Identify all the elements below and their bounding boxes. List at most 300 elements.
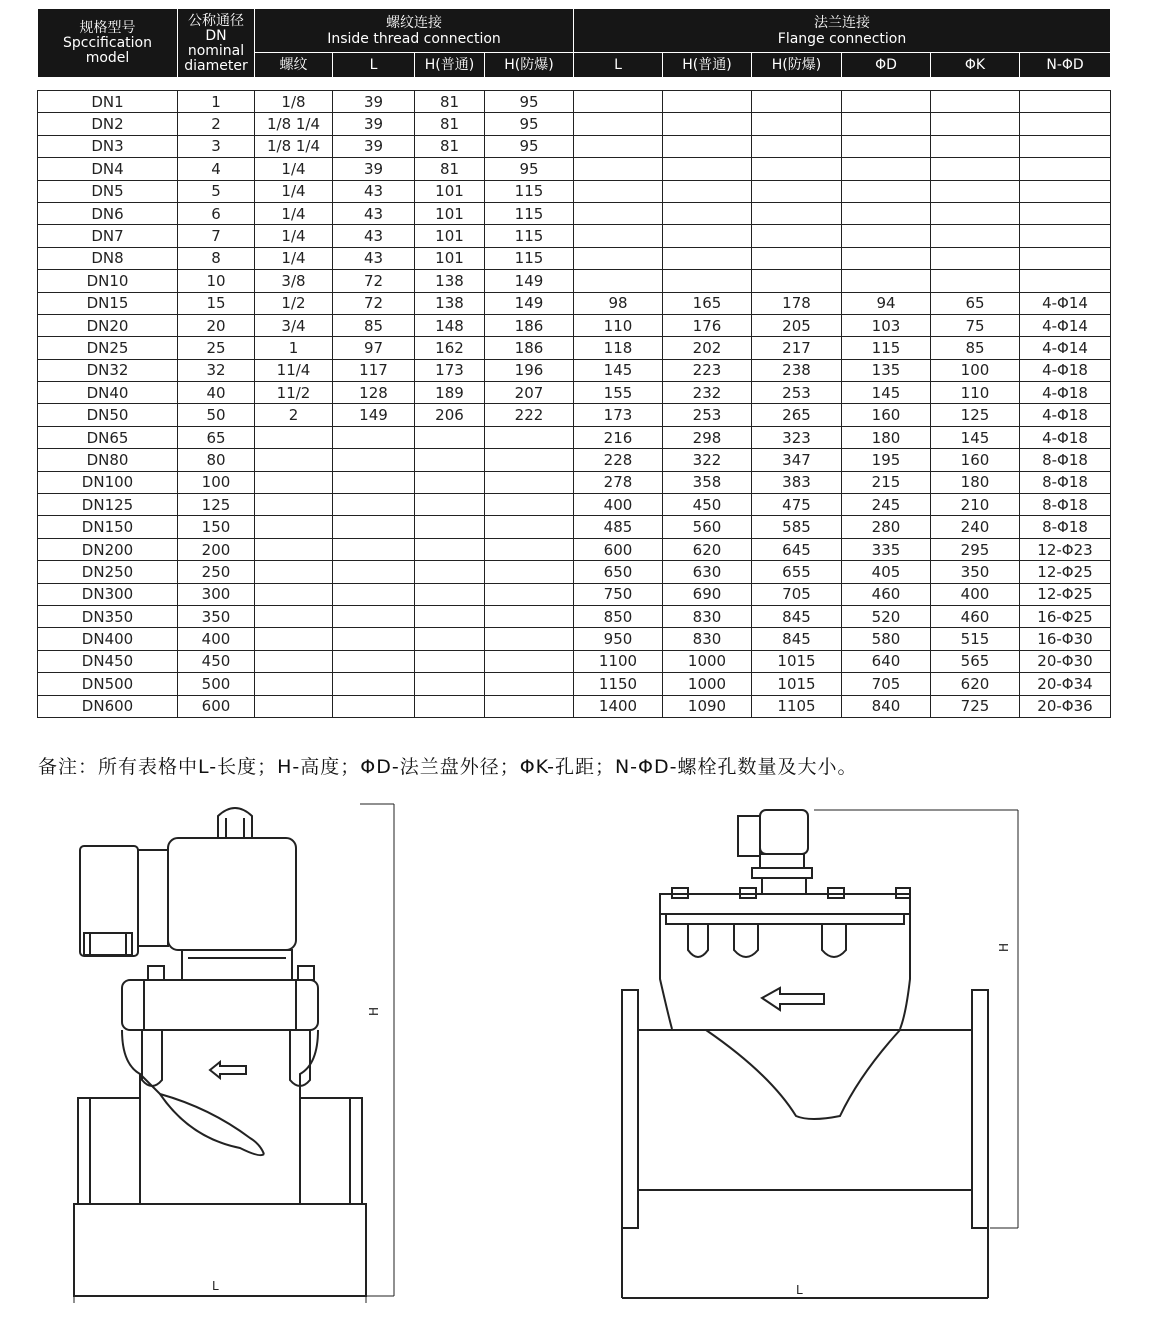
table-cell: 200 bbox=[178, 538, 255, 560]
table-cell bbox=[333, 650, 415, 672]
table-cell: 500 bbox=[178, 673, 255, 695]
subheader-flange-bolts: N-ΦD bbox=[1020, 53, 1111, 78]
table-cell: 145 bbox=[842, 382, 931, 404]
table-cell bbox=[931, 135, 1020, 157]
table-cell: 405 bbox=[842, 561, 931, 583]
table-cell: 103 bbox=[842, 314, 931, 336]
subheader-flange-h-explosion: H(防爆) bbox=[752, 53, 842, 78]
table-cell: 950 bbox=[574, 628, 663, 650]
table-cell bbox=[415, 673, 485, 695]
table-cell bbox=[1020, 202, 1111, 224]
table-cell: 1/4 bbox=[255, 180, 333, 202]
table-cell: 565 bbox=[931, 650, 1020, 672]
table-cell: 173 bbox=[574, 404, 663, 426]
table-cell: DN250 bbox=[38, 561, 178, 583]
table-cell: 8-Φ18 bbox=[1020, 494, 1111, 516]
header-dn-3: diameter bbox=[184, 57, 248, 74]
table-cell: 1 bbox=[255, 337, 333, 359]
table-cell bbox=[1020, 91, 1111, 113]
table-row bbox=[38, 180, 1111, 202]
table-cell: 600 bbox=[574, 538, 663, 560]
table-cell bbox=[931, 247, 1020, 269]
table-cell: 4 bbox=[178, 158, 255, 180]
table-cell: 280 bbox=[842, 516, 931, 538]
table-cell: 705 bbox=[752, 583, 842, 605]
table-cell: 202 bbox=[663, 337, 752, 359]
table-cell bbox=[255, 583, 333, 605]
header-spec-model bbox=[38, 9, 178, 78]
table-cell: 840 bbox=[842, 695, 931, 717]
table-cell: 12-Φ25 bbox=[1020, 583, 1111, 605]
table-row bbox=[38, 135, 1111, 157]
table-cell bbox=[574, 180, 663, 202]
table-cell bbox=[485, 449, 574, 471]
table-cell: 620 bbox=[931, 673, 1020, 695]
table-cell bbox=[415, 449, 485, 471]
table-cell bbox=[415, 516, 485, 538]
table-cell: 1400 bbox=[574, 695, 663, 717]
table-cell: 100 bbox=[178, 471, 255, 493]
table-cell: 81 bbox=[415, 135, 485, 157]
table-row bbox=[38, 538, 1111, 560]
table-cell: 189 bbox=[415, 382, 485, 404]
table-cell: DN6 bbox=[38, 202, 178, 224]
table-cell bbox=[333, 695, 415, 717]
table-cell: 97 bbox=[333, 337, 415, 359]
spec-table-body bbox=[38, 91, 1111, 718]
table-cell: 217 bbox=[752, 337, 842, 359]
table-row bbox=[38, 382, 1111, 404]
header-thread-cn: 螺纹连接 bbox=[386, 14, 442, 31]
table-cell bbox=[752, 247, 842, 269]
table-cell bbox=[663, 135, 752, 157]
table-cell: 16-Φ30 bbox=[1020, 628, 1111, 650]
table-cell bbox=[485, 426, 574, 448]
table-cell bbox=[255, 538, 333, 560]
table-cell bbox=[333, 605, 415, 627]
table-cell: 20-Φ36 bbox=[1020, 695, 1111, 717]
table-cell bbox=[663, 247, 752, 269]
table-cell bbox=[415, 538, 485, 560]
table-cell: DN20 bbox=[38, 314, 178, 336]
table-cell: 206 bbox=[415, 404, 485, 426]
header-thread-connection bbox=[255, 9, 574, 53]
table-cell: 383 bbox=[752, 471, 842, 493]
table-cell: 4-Φ18 bbox=[1020, 426, 1111, 448]
table-row bbox=[38, 337, 1111, 359]
table-cell: 278 bbox=[574, 471, 663, 493]
table-cell bbox=[842, 247, 931, 269]
table-cell bbox=[752, 225, 842, 247]
table-cell: 94 bbox=[842, 292, 931, 314]
table-cell bbox=[415, 471, 485, 493]
table-cell bbox=[931, 270, 1020, 292]
table-cell: 95 bbox=[485, 135, 574, 157]
table-cell: 148 bbox=[415, 314, 485, 336]
table-cell: 3/8 bbox=[255, 270, 333, 292]
table-cell: 630 bbox=[663, 561, 752, 583]
table-cell: 118 bbox=[574, 337, 663, 359]
table-cell: 298 bbox=[663, 426, 752, 448]
threaded-dim-h: H bbox=[367, 1006, 381, 1016]
table-cell bbox=[574, 202, 663, 224]
table-cell: 195 bbox=[842, 449, 931, 471]
table-cell: DN125 bbox=[38, 494, 178, 516]
table-cell: 101 bbox=[415, 225, 485, 247]
table-cell: 347 bbox=[752, 449, 842, 471]
table-cell: 620 bbox=[663, 538, 752, 560]
threaded-dim-l: L bbox=[212, 1279, 219, 1293]
table-cell: DN300 bbox=[38, 583, 178, 605]
table-cell: 216 bbox=[574, 426, 663, 448]
table-cell: 98 bbox=[574, 292, 663, 314]
table-cell bbox=[255, 605, 333, 627]
table-cell: 160 bbox=[931, 449, 1020, 471]
table-cell: 138 bbox=[415, 292, 485, 314]
table-cell: 1000 bbox=[663, 673, 752, 695]
table-cell: 253 bbox=[752, 382, 842, 404]
table-cell: 81 bbox=[415, 91, 485, 113]
table-cell: DN150 bbox=[38, 516, 178, 538]
table-cell: 358 bbox=[663, 471, 752, 493]
table-cell bbox=[415, 561, 485, 583]
table-cell bbox=[1020, 158, 1111, 180]
subheader-thread-l: L bbox=[333, 53, 415, 78]
table-cell: 8-Φ18 bbox=[1020, 516, 1111, 538]
table-cell bbox=[842, 225, 931, 247]
table-cell bbox=[333, 516, 415, 538]
table-cell: 72 bbox=[333, 270, 415, 292]
table-cell bbox=[931, 180, 1020, 202]
table-cell bbox=[255, 516, 333, 538]
table-cell: 400 bbox=[931, 583, 1020, 605]
table-cell: 180 bbox=[931, 471, 1020, 493]
table-cell: 450 bbox=[663, 494, 752, 516]
table-row bbox=[38, 471, 1111, 493]
table-cell: 580 bbox=[842, 628, 931, 650]
table-cell: 485 bbox=[574, 516, 663, 538]
table-cell: 117 bbox=[333, 359, 415, 381]
table-cell bbox=[931, 113, 1020, 135]
table-cell: 205 bbox=[752, 314, 842, 336]
table-cell: 215 bbox=[842, 471, 931, 493]
table-cell bbox=[415, 650, 485, 672]
table-cell: 176 bbox=[663, 314, 752, 336]
table-cell: 1/8 1/4 bbox=[255, 135, 333, 157]
table-cell: 207 bbox=[485, 382, 574, 404]
subheader-flange-od: ΦD bbox=[842, 53, 931, 78]
table-cell: 223 bbox=[663, 359, 752, 381]
table-cell: 8-Φ18 bbox=[1020, 449, 1111, 471]
table-cell bbox=[255, 561, 333, 583]
table-cell bbox=[574, 158, 663, 180]
table-cell: 12-Φ23 bbox=[1020, 538, 1111, 560]
table-cell bbox=[842, 202, 931, 224]
header-dn-2: nominal bbox=[187, 42, 245, 59]
table-row bbox=[38, 628, 1111, 650]
table-cell bbox=[842, 270, 931, 292]
table-cell: 43 bbox=[333, 225, 415, 247]
table-cell: DN1 bbox=[38, 91, 178, 113]
table-cell: DN8 bbox=[38, 247, 178, 269]
subheader-thread-h-normal: H(普通) bbox=[415, 53, 485, 78]
header-flange-cn: 法兰连接 bbox=[814, 14, 870, 31]
table-cell: 178 bbox=[752, 292, 842, 314]
table-cell: 155 bbox=[574, 382, 663, 404]
table-cell: 845 bbox=[752, 628, 842, 650]
table-cell: 222 bbox=[485, 404, 574, 426]
table-cell: 165 bbox=[663, 292, 752, 314]
table-cell bbox=[333, 471, 415, 493]
table-cell: 72 bbox=[333, 292, 415, 314]
table-cell bbox=[752, 158, 842, 180]
table-cell: 560 bbox=[663, 516, 752, 538]
table-cell: 240 bbox=[931, 516, 1020, 538]
table-cell: 2 bbox=[178, 113, 255, 135]
table-cell: 640 bbox=[842, 650, 931, 672]
table-row bbox=[38, 225, 1111, 247]
table-cell: 322 bbox=[663, 449, 752, 471]
table-cell: 81 bbox=[415, 158, 485, 180]
table-cell: 585 bbox=[752, 516, 842, 538]
table-cell: 20 bbox=[178, 314, 255, 336]
table-cell: 650 bbox=[574, 561, 663, 583]
table-row bbox=[38, 247, 1111, 269]
header-flange-en: Flange connection bbox=[777, 30, 907, 47]
table-cell: 101 bbox=[415, 202, 485, 224]
table-cell: 1015 bbox=[752, 673, 842, 695]
header-dn-1: DN bbox=[205, 27, 227, 44]
table-cell bbox=[255, 628, 333, 650]
table-cell: 145 bbox=[574, 359, 663, 381]
table-cell bbox=[663, 202, 752, 224]
table-cell: 460 bbox=[842, 583, 931, 605]
table-cell: 20-Φ30 bbox=[1020, 650, 1111, 672]
table-row bbox=[38, 583, 1111, 605]
table-row bbox=[38, 202, 1111, 224]
header-thread-en: Inside thread connection bbox=[327, 30, 501, 47]
spec-table bbox=[37, 90, 1111, 718]
table-cell bbox=[255, 695, 333, 717]
table-cell: 115 bbox=[485, 202, 574, 224]
table-cell: 4-Φ18 bbox=[1020, 404, 1111, 426]
table-cell: 350 bbox=[931, 561, 1020, 583]
table-cell: 1/2 bbox=[255, 292, 333, 314]
table-cell: DN7 bbox=[38, 225, 178, 247]
table-cell: 2 bbox=[255, 404, 333, 426]
table-cell: 515 bbox=[931, 628, 1020, 650]
table-cell: DN200 bbox=[38, 538, 178, 560]
table-cell: 39 bbox=[333, 135, 415, 157]
table-cell bbox=[663, 113, 752, 135]
table-cell bbox=[752, 91, 842, 113]
table-cell: DN450 bbox=[38, 650, 178, 672]
table-cell bbox=[255, 449, 333, 471]
table-cell: 81 bbox=[415, 113, 485, 135]
table-cell: 300 bbox=[178, 583, 255, 605]
table-header bbox=[37, 8, 1111, 78]
table-cell: 110 bbox=[931, 382, 1020, 404]
table-cell bbox=[485, 628, 574, 650]
table-cell: 43 bbox=[333, 202, 415, 224]
table-cell bbox=[333, 628, 415, 650]
table-row bbox=[38, 605, 1111, 627]
table-cell: 125 bbox=[931, 404, 1020, 426]
table-cell bbox=[752, 202, 842, 224]
table-cell: 1/8 1/4 bbox=[255, 113, 333, 135]
table-cell: 1015 bbox=[752, 650, 842, 672]
table-cell: DN25 bbox=[38, 337, 178, 359]
header-spec-en-2: model bbox=[85, 50, 130, 66]
table-cell bbox=[752, 180, 842, 202]
table-cell bbox=[485, 471, 574, 493]
table-cell: 160 bbox=[842, 404, 931, 426]
table-cell bbox=[485, 673, 574, 695]
table-cell bbox=[255, 494, 333, 516]
table-cell: 725 bbox=[931, 695, 1020, 717]
table-cell: 845 bbox=[752, 605, 842, 627]
header-nominal-diameter bbox=[178, 9, 255, 78]
table-cell: 1100 bbox=[574, 650, 663, 672]
table-cell: 232 bbox=[663, 382, 752, 404]
table-cell: DN40 bbox=[38, 382, 178, 404]
table-cell: 295 bbox=[931, 538, 1020, 560]
flanged-dim-h: H bbox=[997, 942, 1011, 952]
table-cell: 43 bbox=[333, 180, 415, 202]
table-row bbox=[38, 673, 1111, 695]
table-cell bbox=[663, 91, 752, 113]
table-cell bbox=[1020, 247, 1111, 269]
table-cell bbox=[333, 561, 415, 583]
table-row bbox=[38, 695, 1111, 717]
table-cell bbox=[663, 158, 752, 180]
table-cell: 830 bbox=[663, 605, 752, 627]
header-spec-cn: 规格型号 bbox=[79, 20, 136, 36]
table-cell: 1105 bbox=[752, 695, 842, 717]
table-cell: 830 bbox=[663, 628, 752, 650]
table-cell: DN3 bbox=[38, 135, 178, 157]
table-cell: 253 bbox=[663, 404, 752, 426]
table-cell bbox=[1020, 225, 1111, 247]
table-cell bbox=[415, 583, 485, 605]
header-flange-connection bbox=[574, 9, 1111, 53]
table-cell: 115 bbox=[485, 225, 574, 247]
table-cell bbox=[1020, 135, 1111, 157]
table-cell: 520 bbox=[842, 605, 931, 627]
table-cell bbox=[485, 695, 574, 717]
table-cell: 11/4 bbox=[255, 359, 333, 381]
table-cell: 150 bbox=[178, 516, 255, 538]
table-cell bbox=[842, 158, 931, 180]
table-cell: 4-Φ14 bbox=[1020, 314, 1111, 336]
table-cell: 149 bbox=[485, 270, 574, 292]
table-cell bbox=[842, 91, 931, 113]
subheader-flange-pcd: ΦK bbox=[931, 53, 1020, 78]
table-cell: 1090 bbox=[663, 695, 752, 717]
table-cell: 39 bbox=[333, 91, 415, 113]
table-cell: 115 bbox=[485, 180, 574, 202]
table-cell: 95 bbox=[485, 113, 574, 135]
table-cell: 3/4 bbox=[255, 314, 333, 336]
table-cell: DN5 bbox=[38, 180, 178, 202]
table-cell bbox=[1020, 113, 1111, 135]
table-cell bbox=[255, 673, 333, 695]
table-cell: DN2 bbox=[38, 113, 178, 135]
table-cell: 95 bbox=[485, 91, 574, 113]
table-cell: DN32 bbox=[38, 359, 178, 381]
table-cell: 15 bbox=[178, 292, 255, 314]
table-cell bbox=[255, 471, 333, 493]
flanged-dim-l: L bbox=[796, 1283, 803, 1297]
table-cell: DN400 bbox=[38, 628, 178, 650]
table-cell: 3 bbox=[178, 135, 255, 157]
table-cell bbox=[333, 494, 415, 516]
table-cell: DN350 bbox=[38, 605, 178, 627]
table-cell: 100 bbox=[931, 359, 1020, 381]
header-spec-en-1: Spccification bbox=[63, 35, 152, 51]
table-cell: 20-Φ34 bbox=[1020, 673, 1111, 695]
table-cell: 1/4 bbox=[255, 158, 333, 180]
table-cell: 180 bbox=[842, 426, 931, 448]
table-cell: 1/8 bbox=[255, 91, 333, 113]
table-cell: DN50 bbox=[38, 404, 178, 426]
table-cell bbox=[931, 225, 1020, 247]
table-row bbox=[38, 494, 1111, 516]
table-cell: DN65 bbox=[38, 426, 178, 448]
table-cell: 43 bbox=[333, 247, 415, 269]
table-cell: 750 bbox=[574, 583, 663, 605]
table-cell: DN15 bbox=[38, 292, 178, 314]
table-cell: 7 bbox=[178, 225, 255, 247]
table-cell: 40 bbox=[178, 382, 255, 404]
threaded-valve-drawing bbox=[60, 798, 420, 1308]
table-cell: 705 bbox=[842, 673, 931, 695]
table-row bbox=[38, 449, 1111, 471]
table-cell bbox=[842, 180, 931, 202]
table-cell bbox=[574, 91, 663, 113]
table-row bbox=[38, 113, 1111, 135]
table-row bbox=[38, 404, 1111, 426]
table-cell: 65 bbox=[931, 292, 1020, 314]
table-cell: DN4 bbox=[38, 158, 178, 180]
table-cell: 450 bbox=[178, 650, 255, 672]
table-cell: 645 bbox=[752, 538, 842, 560]
table-cell: 335 bbox=[842, 538, 931, 560]
table-cell: 4-Φ18 bbox=[1020, 382, 1111, 404]
table-cell: 400 bbox=[178, 628, 255, 650]
table-cell: 135 bbox=[842, 359, 931, 381]
table-cell: 101 bbox=[415, 180, 485, 202]
table-row bbox=[38, 292, 1111, 314]
table-cell bbox=[485, 605, 574, 627]
table-cell: 145 bbox=[931, 426, 1020, 448]
table-cell: 245 bbox=[842, 494, 931, 516]
table-cell bbox=[415, 605, 485, 627]
table-cell: 210 bbox=[931, 494, 1020, 516]
table-cell: 115 bbox=[485, 247, 574, 269]
table-cell bbox=[574, 270, 663, 292]
table-cell: 186 bbox=[485, 337, 574, 359]
table-cell: 655 bbox=[752, 561, 842, 583]
footnote: 备注：所有表格中L-长度；H-高度；ΦD-法兰盘外径；ΦK-孔距；N-ΦD-螺栓孔数量及大小。 bbox=[38, 756, 858, 778]
table-cell: 1/4 bbox=[255, 247, 333, 269]
table-cell: 323 bbox=[752, 426, 842, 448]
table-cell: 12-Φ25 bbox=[1020, 561, 1111, 583]
table-cell: 39 bbox=[333, 158, 415, 180]
table-cell: 75 bbox=[931, 314, 1020, 336]
table-cell: 173 bbox=[415, 359, 485, 381]
table-cell bbox=[842, 113, 931, 135]
